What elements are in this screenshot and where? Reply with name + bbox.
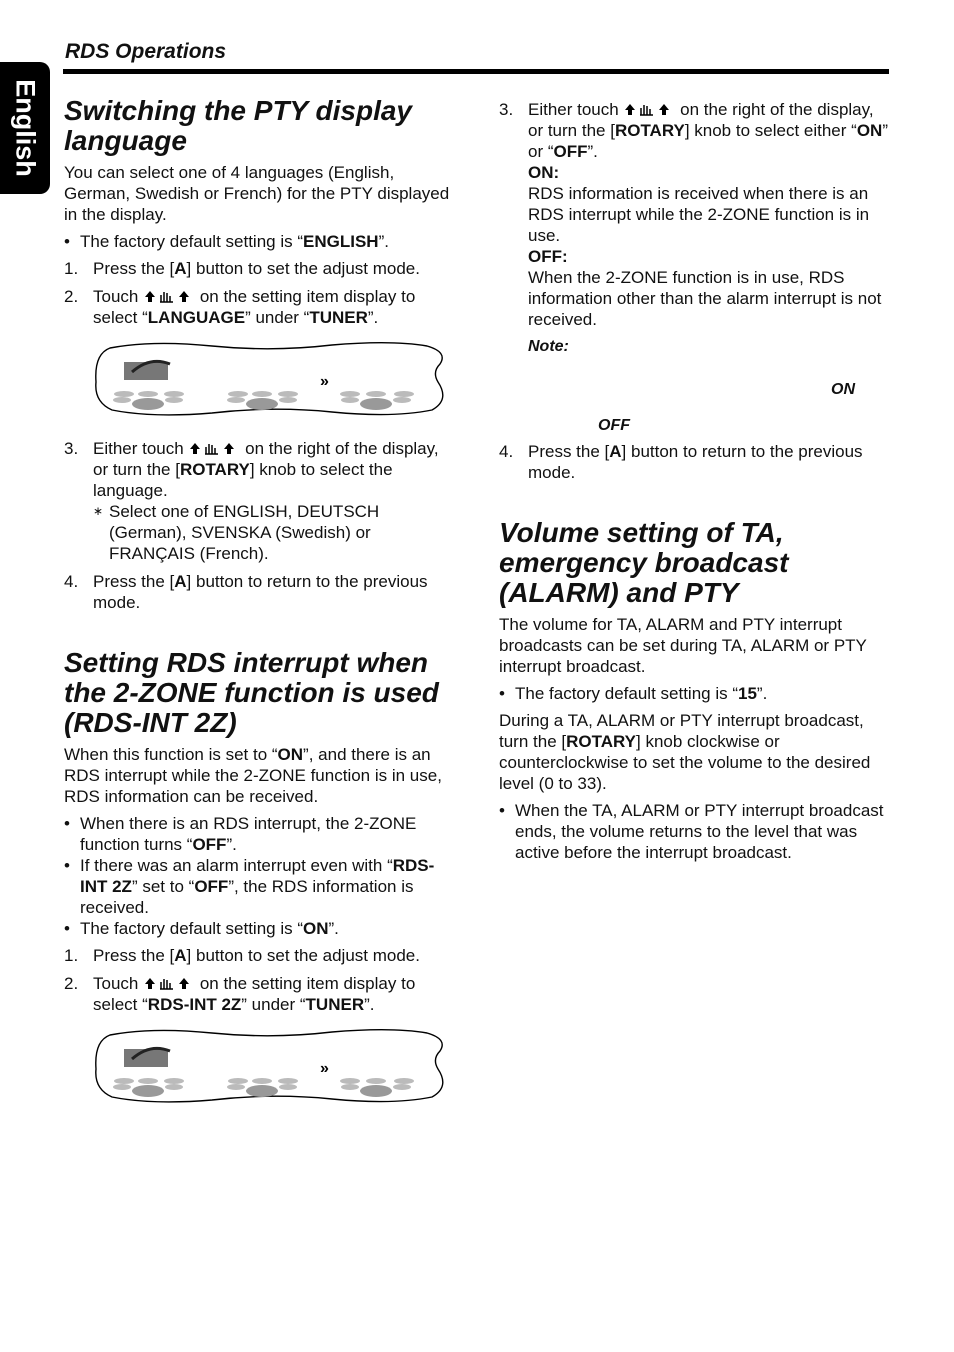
pty-step-2: 2. Touch on the setting item display to select “LANGUAGE” under “TUNER”. (64, 287, 416, 327)
section-header: RDS Operations (65, 40, 227, 63)
volume-setting-intro: The volume for TA, ALARM and PTY interrupt broadcasts can be set during TA, ALARM or PTY interrupt broadcast. (499, 615, 867, 676)
touch-arrows-icon (188, 440, 240, 456)
rds-int-step-2: 2. Touch on the setting item display to select “RDS-INT 2Z” under “TUNER”. (64, 974, 416, 1014)
rds-int-2z-title: Setting RDS interrupt when the 2-ZONE function is used (RDS-INT 2Z) (64, 647, 439, 738)
pty-step-3: 3. Either touch on the right of the display, or turn the [ROTARY] knob to select the language. ∗ Select one of ENGLISH, DEUTSCH (German), SVENSKA (Swedish) or FRANÇAIS (French). (64, 438, 456, 564)
on-option-label: ON: (528, 163, 560, 182)
touch-arrows-icon (623, 101, 675, 117)
pty-step-4: 4. Press the [A] button to return to the previous mode. (64, 572, 428, 612)
volume-setting-title: Volume setting of TA, emergency broadcast (ALARM) and PTY (499, 517, 789, 608)
rds-int-step-4: 4. Press the [A] button to return to the previous mode. (499, 442, 863, 482)
note-off: OFF (598, 417, 630, 434)
lcd-display-illustration (92, 1029, 450, 1103)
pty-default-bullet: • The factory default setting is “ENGLISH”. (64, 231, 456, 252)
rds-int-bullet-2: • If there was an alarm interrupt even with “RDS-INT 2Z” set to “OFF”, the RDS information is received. (64, 855, 456, 918)
volume-setting-instructions: During a TA, ALARM or PTY interrupt broadcast, turn the [ROTARY] knob clockwise or counterclockwise to set the volume to the desired level (0 to 33). (499, 711, 871, 793)
pty-step-1: 1. Press the [A] button to set the adjust mode. (64, 259, 420, 278)
volume-return-bullet: • When the TA, ALARM or PTY interrupt broadcast ends, the volume returns to the level that was active before the interrupt broadcast. (499, 800, 891, 863)
note-label: Note: (528, 338, 569, 355)
language-side-tab (0, 62, 50, 194)
pty-language-options-note: ∗ Select one of ENGLISH, DEUTSCH (German), SVENSKA (Swedish) or FRANÇAIS (French). (93, 502, 380, 563)
right-column (499, 99, 891, 863)
rds-int-step-1: 1. Press the [A] button to set the adjust mode. (64, 946, 420, 965)
pty-language-intro: You can select one of 4 languages (English, German, Swedish or French) for the PTY displayed in the display. (64, 163, 450, 224)
note-on: ON (831, 381, 855, 398)
rds-int-step-3: 3. Either touch on the right of the display, or turn the [ROTARY] knob to select either “ON” or “OFF”. ON: RDS information is received when there is an RDS interrupt while the 2-ZONE function is in use. OFF: When the 2-ZONE function is in use, RDS information other than the alarm interrupt is not received. Note: ON OFF (499, 99, 891, 433)
off-option-label: OFF: (528, 247, 568, 266)
svg-text:»: » (320, 373, 329, 390)
touch-arrows-icon (143, 288, 195, 304)
side-tab-label: English (10, 79, 41, 177)
left-column (64, 96, 456, 1125)
svg-text:»: » (320, 1060, 329, 1077)
rds-int-bullet-1: • When there is an RDS interrupt, the 2-ZONE function turns “OFF”. (64, 813, 456, 855)
on-option-text: RDS information is received when there is an RDS interrupt while the 2-ZONE function is in use. (528, 184, 870, 245)
touch-arrows-icon (143, 975, 195, 991)
header-rule (63, 69, 889, 74)
pty-language-title: Switching the PTY display language (64, 95, 412, 156)
rds-int-bullet-3: • The factory default setting is “ON”. (64, 918, 456, 939)
rds-int-2z-intro: When this function is set to “ON”, and there is an RDS interrupt while the 2-ZONE function is in use, RDS information can be received. (64, 745, 442, 806)
off-option-text: When the 2-ZONE function is in use, RDS information other than the alarm interrupt is not received. (528, 268, 882, 329)
lcd-display-illustration (92, 342, 450, 416)
volume-default-bullet: • The factory default setting is “15”. (499, 683, 891, 704)
